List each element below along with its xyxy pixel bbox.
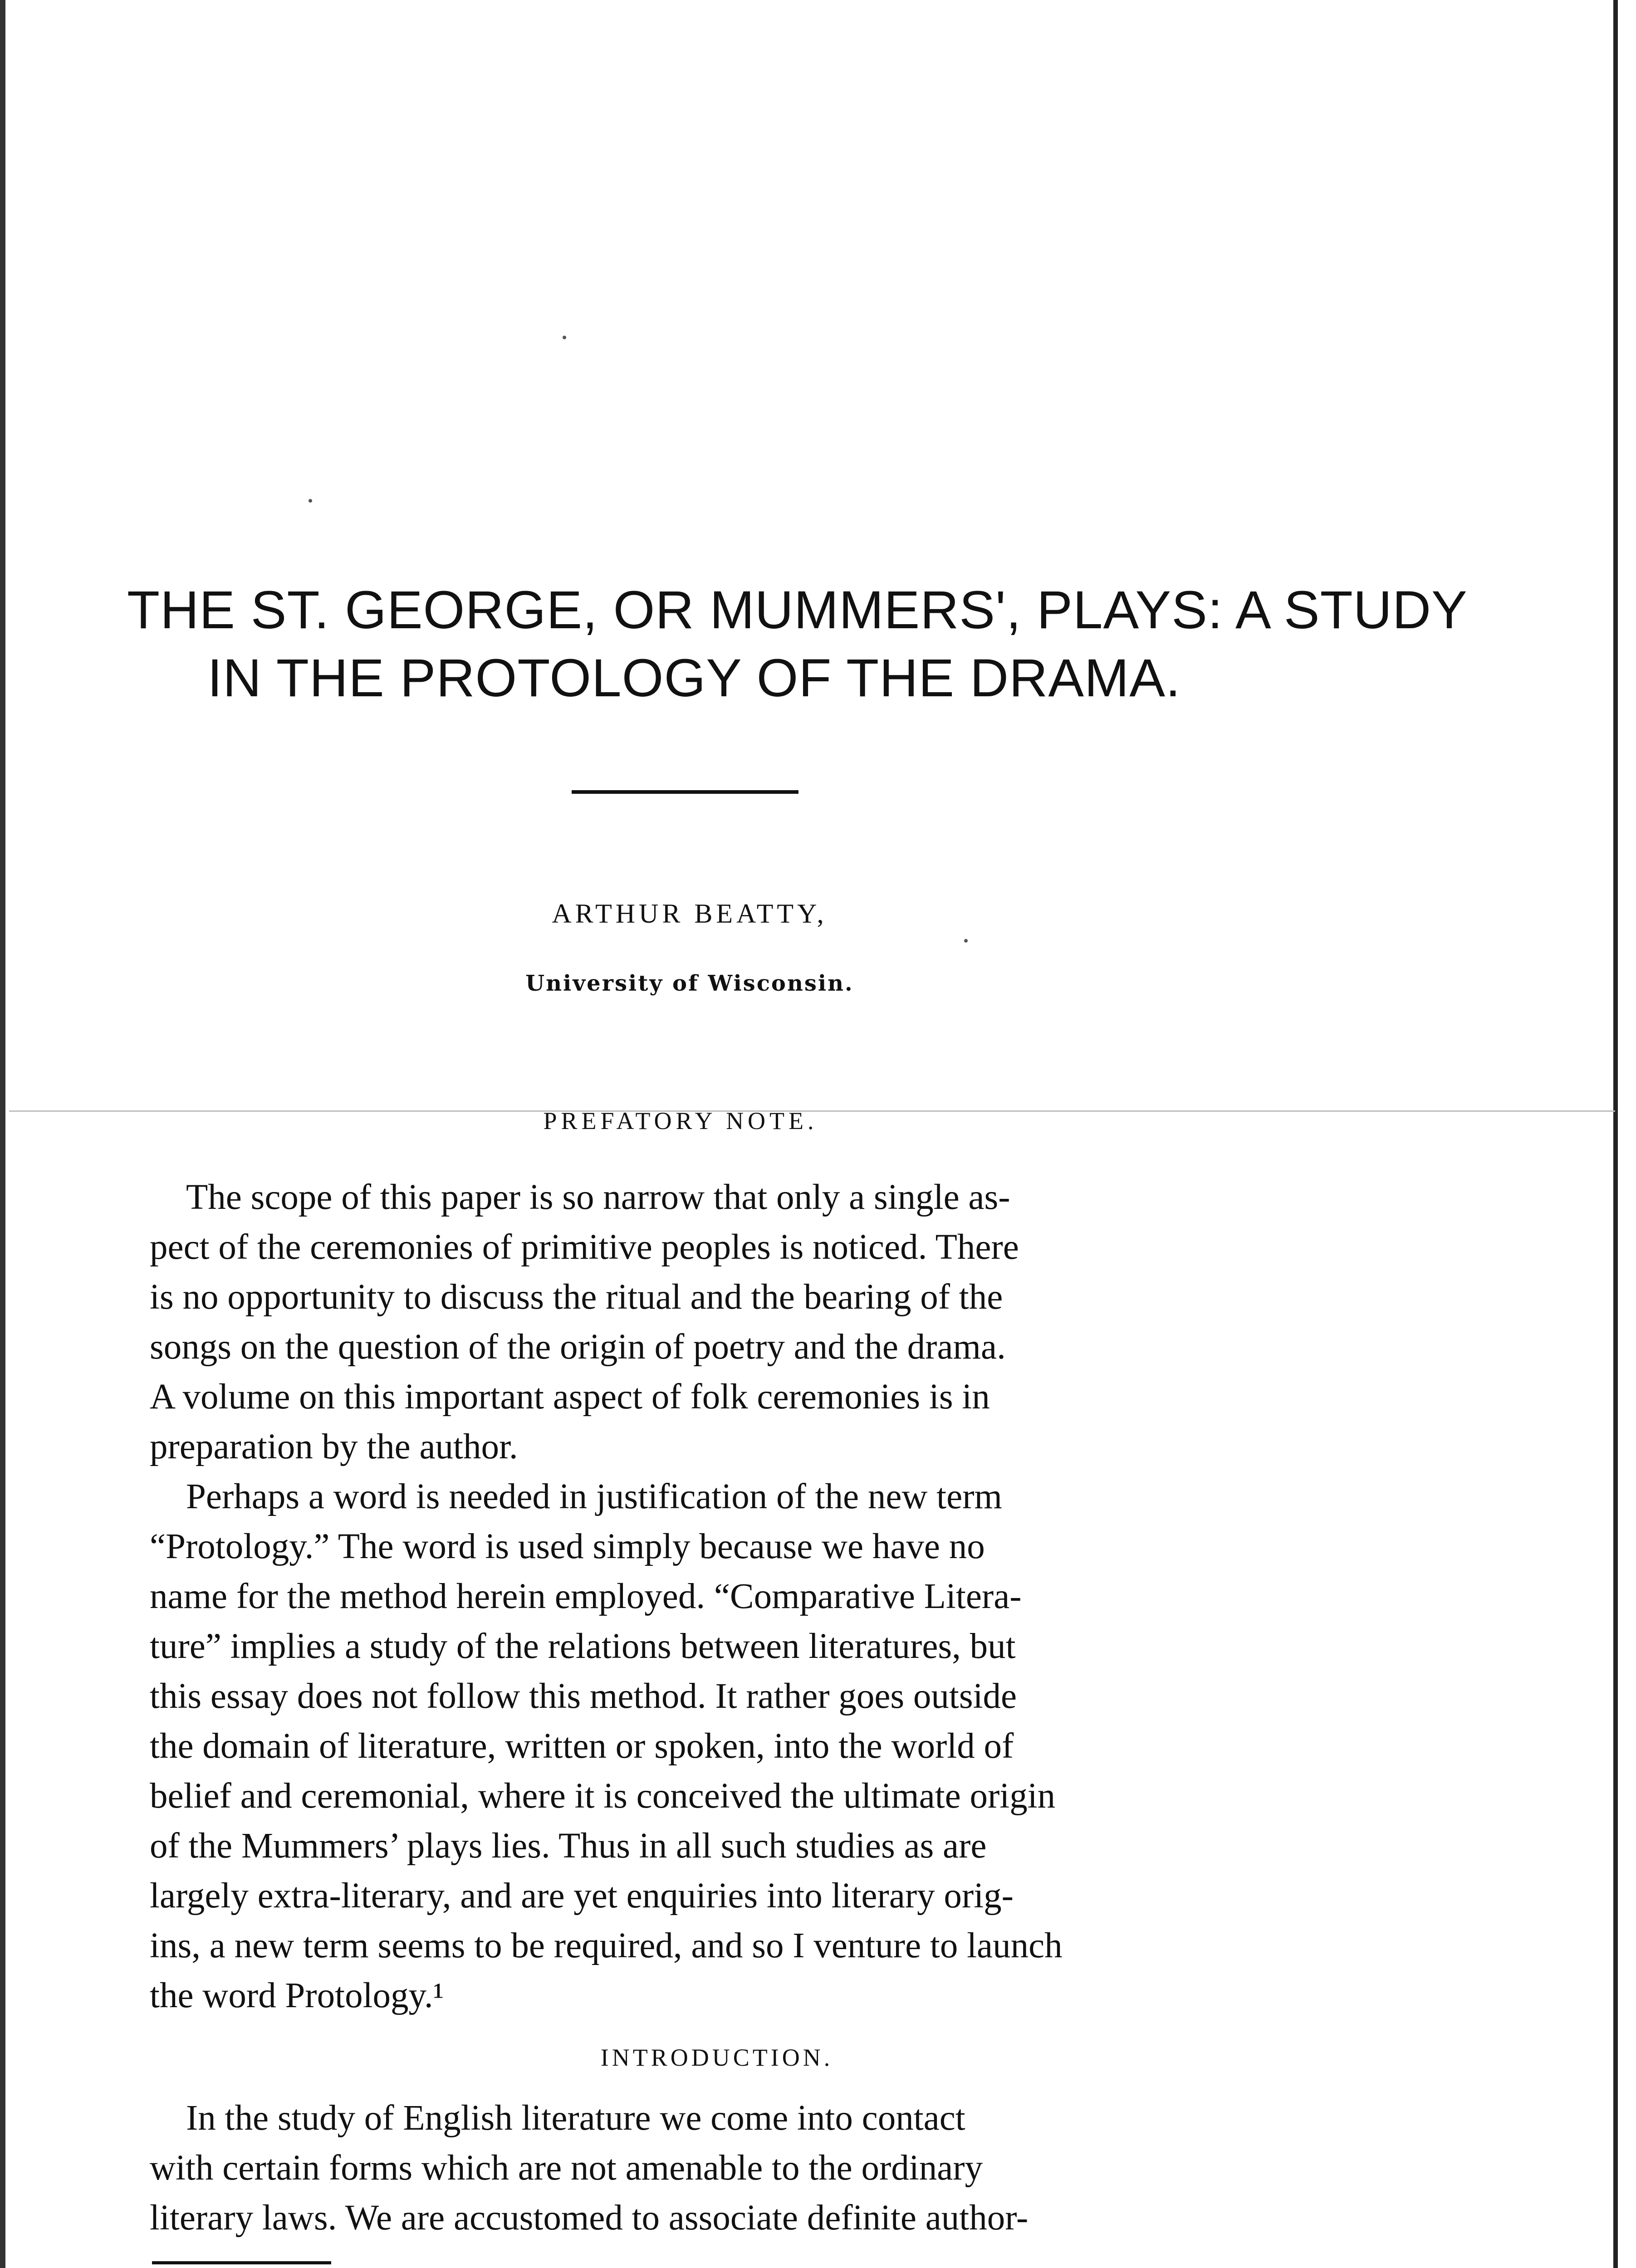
author-name: ARTHUR BEATTY,: [552, 899, 828, 929]
title-line-1: THE ST. GEORGE, OR MUMMERS', PLAYS: A STUDY: [127, 580, 1468, 640]
speck-mark: [964, 939, 968, 943]
text-line: literary laws. We are accustomed to associate definite author-: [150, 2198, 1029, 2238]
introduction-heading: INTRODUCTION.: [600, 2044, 833, 2071]
text-line: In the study of English literature we come into contact: [186, 2098, 965, 2138]
text-line: songs on the question of the origin of poetry and the drama.: [150, 1327, 1006, 1367]
text-line: ins, a new term seems to be required, and so I venture to launch: [150, 1926, 1063, 1965]
footnote-rule: [152, 2261, 331, 2264]
prefatory-heading: PREFATORY NOTE.: [543, 1107, 818, 1134]
text-line: Perhaps a word is needed in justification of the new term: [186, 1477, 1002, 1516]
text-line: is no opportunity to discuss the ritual and the bearing of the: [150, 1277, 1003, 1317]
title-divider: [572, 790, 798, 794]
text-line: name for the method herein employed. “Comparative Litera-: [150, 1577, 1022, 1616]
text-line: “Protology.” The word is used simply because we have no: [150, 1527, 985, 1566]
text-line: with certain forms which are not amenable to the ordinary: [150, 2148, 983, 2188]
text-line: preparation by the author.: [150, 1427, 518, 1466]
text-line: largely extra-literary, and are yet enquiries into literary orig-: [150, 1876, 1014, 1916]
page-right-edge: [1613, 0, 1618, 2268]
article-title: [127, 576, 1468, 712]
text-line: pect of the ceremonies of primitive peoples is noticed. There: [150, 1227, 1019, 1267]
text-line: of the Mummers’ plays lies. Thus in all such studies as are: [150, 1826, 987, 1866]
text-line: ture” implies a study of the relations between literatures, but: [150, 1627, 1016, 1666]
text-line: belief and ceremonial, where it is conceived the ultimate origin: [150, 1776, 1056, 1816]
text-line: the word Protology.¹: [150, 1976, 444, 2015]
text-line: the domain of literature, written or spoken, into the world of: [150, 1726, 1014, 1766]
text-line: this essay does not follow this method. It rather goes outside: [150, 1677, 1017, 1716]
text-line: A volume on this important aspect of folk ceremonies is in: [150, 1377, 990, 1417]
text-line: The scope of this paper is so narrow that only a single as-: [186, 1178, 1010, 1217]
page-left-edge: [0, 0, 5, 2268]
title-line-2: IN THE PROTOLOGY OF THE DRAMA.: [207, 648, 1181, 708]
speck-mark: [563, 336, 566, 339]
author-affiliation: University of Wisconsin.: [525, 971, 854, 996]
speck-mark: [309, 499, 312, 503]
